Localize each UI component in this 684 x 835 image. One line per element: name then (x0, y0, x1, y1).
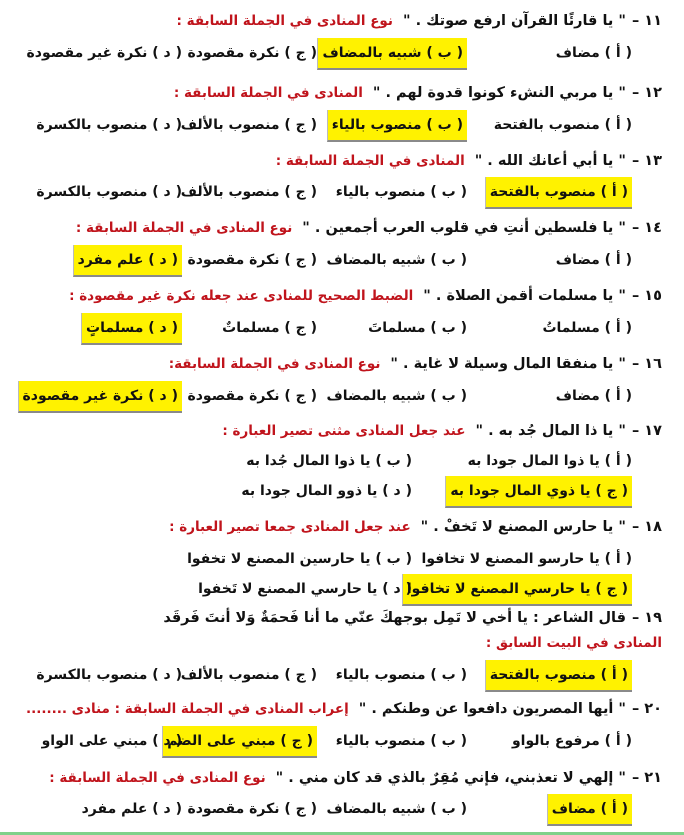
question-text: " يا مسلمات أقمن الصلاة . " (423, 288, 626, 304)
answer-option[interactable]: ( ج ) نكرة مقصودة (187, 801, 317, 817)
answer-option-highlighted[interactable]: ( د ) مسلماتٍ (81, 313, 182, 345)
question-prompt: عند جعل المنادى جمعا تصير العبارة : (169, 519, 411, 535)
answer-option[interactable]: ( ب ) منصوب بالياء (335, 184, 467, 200)
answer-option[interactable]: ( أ ) مرفوع بالواو (511, 733, 632, 749)
question-prompt: المنادى في الجملة السابقة : (275, 153, 465, 169)
question-prompt: عند جعل المنادى مثنى تصير العبارة : (222, 423, 466, 439)
answer-option-highlighted[interactable]: ( أ ) منصوب بالفتحة (485, 660, 632, 692)
question-text: " يا فلسطين أنتِ في قلوب العرب أجمعين . " (302, 220, 626, 236)
question-prompt: نوع المنادى في الجملة السابقة : (49, 770, 266, 786)
answer-option-highlighted[interactable]: ( د ) علم مفرد (73, 245, 182, 277)
answer-option[interactable]: ( ج ) نكرة مقصودة (187, 388, 317, 404)
question-line (14, 6, 662, 36)
options-row (14, 574, 662, 604)
answer-option[interactable]: ( د ) منصوب بالكسرة (36, 117, 182, 133)
answer-option[interactable]: ( أ ) مضاف (555, 45, 632, 61)
question-text: " إلهي لا تعذبني، فإني مُقِرٌ بالذي قد كان مني . " (275, 770, 626, 786)
question-line (14, 416, 662, 446)
answer-option[interactable]: ( أ ) مضاف (555, 252, 632, 268)
answer-option[interactable]: ( د ) مبني على الواو (41, 733, 182, 749)
question-line (14, 281, 662, 311)
question-text: " يا ذا المال جُد به . " (475, 423, 626, 439)
answer-option[interactable]: ( د ) يا حارسي المصنع لا تَخفوا (198, 581, 412, 597)
answer-option[interactable]: ( ب ) شبيه بالمضاف (326, 252, 467, 268)
answer-option[interactable]: ( ب ) مسلماتَ (368, 320, 467, 336)
question-number: ١٤ – (631, 220, 662, 236)
answer-option[interactable]: ( د ) يا ذوو المال جودا به (241, 483, 412, 499)
answer-option-highlighted[interactable]: ( أ ) مضاف (547, 794, 632, 826)
answer-option[interactable]: ( ب ) شبيه بالمضاف (326, 388, 467, 404)
question-text: " يا قارئًا القرآن ارفع صوتك . " (402, 13, 626, 29)
question-number: ١٦ – (631, 356, 662, 372)
question-text: " يا منفقا المال وسيلة لا غاية . " (390, 356, 626, 372)
question-prompt: نوع المنادى في الجملة السابقة: (168, 356, 381, 372)
answer-option[interactable]: ( ج ) منصوب بالألف (180, 667, 317, 683)
question-number: ١٣ – (631, 153, 662, 169)
answer-option-highlighted[interactable]: ( د ) نكرة غير مقصودة (18, 381, 182, 413)
options-row (14, 110, 662, 140)
question-number: ٢١ – (631, 770, 662, 786)
question-prompt: المنادى في الجملة السابقة : (173, 85, 363, 101)
options-row (14, 38, 662, 68)
options-row (14, 476, 662, 506)
question-prompt: نوع المنادى في الجملة السابقة : (176, 13, 393, 29)
options-row (14, 245, 662, 275)
answer-option[interactable]: ( ج ) منصوب بالألف (180, 117, 317, 133)
options-row (14, 544, 662, 574)
answer-option[interactable]: ( أ ) مسلماتُ (542, 320, 632, 336)
options-row (14, 313, 662, 343)
answer-option-highlighted[interactable]: ( أ ) منصوب بالفتحة (485, 177, 632, 209)
question-number: ١٩ – (631, 610, 662, 626)
answer-option[interactable]: ( د ) منصوب بالكسرة (36, 667, 182, 683)
answer-option[interactable]: ( د ) نكرة غير مقصودة (26, 45, 182, 61)
answer-option-highlighted[interactable]: ( ب ) منصوب بالياء (327, 110, 467, 142)
answer-option[interactable]: ( ب ) منصوب بالياء (335, 733, 467, 749)
question-prompt: إعراب المنادى في الجملة السابقة : منادى ........ (25, 701, 349, 717)
question-prompt: الضبط الصحيح للمنادى عند جعله نكرة غير مقصودة : (69, 288, 414, 304)
question-line (14, 78, 662, 108)
answer-option[interactable]: ( ب ) يا ذوا المال جُدا به (246, 453, 412, 469)
answer-option[interactable]: ( أ ) يا حارسو المصنع لا تخافوا (421, 551, 632, 567)
question-text: قال الشاعر : يا أخي لا تَمِل بوجهكَ عنّي ما أنا فَحمَةٌ وَلا أنتَ فَرقَد (163, 610, 626, 626)
answer-option[interactable]: ( ب ) يا حارسين المصنع لا تخفوا (187, 551, 412, 567)
answer-option[interactable]: ( أ ) مضاف (555, 388, 632, 404)
question-line (14, 763, 662, 793)
answer-option[interactable]: ( أ ) يا ذوا المال جودا به (467, 453, 632, 469)
question-line (14, 512, 662, 542)
question-prompt: المنادى في البيت السابق : (485, 635, 662, 651)
options-row (14, 794, 662, 824)
question-number: ١٥ – (631, 288, 662, 304)
question-prompt-line (14, 628, 662, 658)
question-line (14, 694, 662, 724)
answer-option[interactable]: ( أ ) منصوب بالفتحة (493, 117, 632, 133)
answer-option[interactable]: ( ج ) منصوب بالألف (180, 184, 317, 200)
answer-option[interactable]: ( ج ) نكرة مقصودة (187, 252, 317, 268)
question-text: " يا أبي أعانك الله . " (474, 153, 626, 169)
options-row (14, 726, 662, 756)
question-line (14, 349, 662, 379)
question-text: " يا مربي النشء كونوا قدوة لهم . " (372, 85, 626, 101)
answer-option-highlighted[interactable]: ( ب ) شبيه بالمضاف (317, 38, 467, 70)
answer-option[interactable]: ( ج ) مسلماتٌ (222, 320, 317, 336)
question-number: ١٢ – (631, 85, 662, 101)
options-row (14, 381, 662, 411)
options-row (14, 660, 662, 690)
answer-option[interactable]: ( د ) منصوب بالكسرة (36, 184, 182, 200)
question-prompt: نوع المنادى في الجملة السابقة : (75, 220, 293, 236)
answer-option[interactable]: ( د ) علم مفرد (81, 801, 182, 817)
question-number: ١٨ – (631, 519, 662, 535)
question-number: ١٧ – (631, 423, 662, 439)
question-number: ١١ – (631, 13, 662, 29)
answer-option[interactable]: ( ب ) شبيه بالمضاف (326, 801, 467, 817)
answer-option-highlighted[interactable]: ( ج ) يا حارسي المصنع لا تخافوا (402, 574, 632, 606)
question-text: " يا حارس المصنع لا تَخفْ . " (420, 519, 626, 535)
options-row (14, 446, 662, 476)
question-number: ٢٠ – (631, 701, 662, 717)
question-line (14, 146, 662, 176)
options-row (14, 177, 662, 207)
question-line (14, 213, 662, 243)
answer-option[interactable]: ( ب ) منصوب بالياء (335, 667, 467, 683)
answer-option[interactable]: ( ج ) نكرة مقصودة (187, 45, 317, 61)
question-text: " أيها المصريون دافعوا عن وطنكم . " (358, 701, 626, 717)
answer-option-highlighted[interactable]: ( ج ) يا ذوي المال جودا به (445, 476, 632, 508)
answer-option-highlighted[interactable]: ( ج ) مبني على الضم (162, 726, 317, 758)
